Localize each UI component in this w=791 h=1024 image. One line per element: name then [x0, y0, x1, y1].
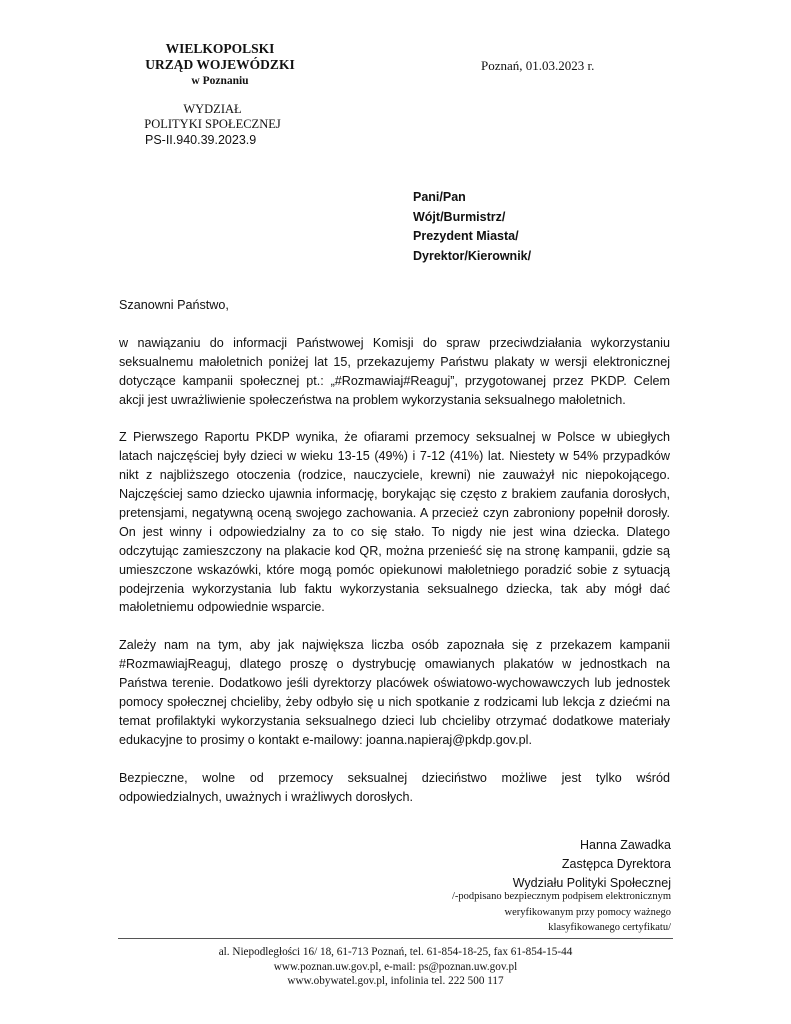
paragraph-1: w nawiązaniu do informacji Państwowej Komisji do spraw przeciwdziałania wykorzystaniu seksualnemu małoletnich poniżej lat 15, przekazujemy Państwu plakaty w wersji elektronicznej dotyczące kampanii społecznej pt.: „#Rozmawiaj#Reaguj”, przygotowanej przez PKDP. Celem akcji jest uwrażliwienie społeczeństwa na problem wykorzystania seksualnego małoletnich.: [119, 335, 670, 407]
department-name: [130, 102, 295, 132]
salutation: Szanowni Państwo,: [119, 298, 229, 312]
case-reference: PS-II.940.39.2023.9: [145, 133, 257, 147]
signatory-name: Hanna Zawadka: [579, 838, 671, 852]
addressee-block: [413, 188, 531, 266]
signature-block: [513, 836, 671, 893]
e-signature-note-line-1: /-podpisano bezpiecznym podpisem elektronicznym: [452, 891, 671, 902]
department-line-1: WYDZIAŁ: [183, 102, 242, 116]
footer-address: al. Niepodległości 16/ 18, 61-713 Poznań, tel. 61-854-18-25, fax 61-854-15-44: [218, 946, 573, 958]
signatory-title: Zastępca Dyrektora: [561, 857, 671, 871]
issuing-office: [130, 41, 310, 89]
addressee-line-3: Prezydent Miasta/: [413, 229, 519, 243]
addressee-line-1: Pani/Pan: [413, 190, 466, 204]
department-line-2: POLITYKI SPOŁECZNEJ: [144, 117, 281, 131]
paragraph-4: Bezpieczne, wolne od przemocy seksualnej dzieciństwo możliwe jest tylko wśród odpowiedzialnych, uważnych i wrażliwych dorosłych.: [119, 770, 670, 804]
office-line-1: WIELKOPOLSKI: [165, 41, 275, 56]
place-and-date: Poznań, 01.03.2023 r.: [481, 58, 595, 73]
addressee-line-2: Wójt/Burmistrz/: [413, 209, 506, 224]
signatory-department: Wydziału Polityki Społecznej: [512, 876, 671, 890]
footer-contact: [118, 945, 673, 989]
footer-web-email: www.poznan.uw.gov.pl, e-mail: ps@poznan.uw.gov.pl: [273, 960, 518, 973]
paragraph-3: Zależy nam na tym, aby jak największa liczba osób zapoznała się z przekazem kampanii #RozmawiajReaguj, dlatego proszę o dystrybucję omawianych plakatów w jednostkach na Państwa terenie. Dodatkowo jeśli dyrektorzy placówek oświatowo-wychowawczych lub jednostek pomocy społecznej chcieliby, żeby odbyło się u nich spotkanie z rodzicami lub lekcja z dziećmi na temat profilaktyki wykorzystania seksualnego dzieci lub chcieliby otrzymać dodatkowe materiały edukacyjne to prosimy o kontakt e-mailowy: joanna.napieraj@pkdp.gov.pl.: [119, 638, 670, 747]
e-signature-note-line-3: klasyfikowanego certyfikatu/: [548, 922, 671, 933]
footer-divider: [118, 938, 673, 939]
addressee-line-4: Dyrektor/Kierownik/: [413, 248, 532, 263]
letter-body: [119, 296, 670, 806]
footer-helpline: www.obywatel.gov.pl, infolinia tel. 222 500 117: [287, 975, 504, 987]
office-line-3: w Poznaniu: [191, 75, 249, 87]
e-signature-note-line-2: weryfikowanym przy pomocy ważnego: [504, 906, 671, 918]
paragraph-2: Z Pierwszego Raportu PKDP wynika, że ofiarami przemocy seksualnej w Polsce w ubiegłych latach najczęściej były dzieci w wieku 13-15 (49%) i 7-12 (41%) lat. Niestety w 54% przypadków nikt z najbliższego otoczenia (rodzice, nauczyciele, krewni) nie zauważył nic niepokojącego. Najczęściej samo dziecko ujawnia informację, borykając się często z brakiem zaufania dorosłych, pretensjami, negatywną oceną swojego zachowania. A przecież czyn zabroniony popełnił dorosły. On jest winny i odpowiedzialny za to co się stało. To nigdy nie jest wina dziecka. Dlatego odczytując zamieszczony na plakacie kod QR, można przenieść się na stronę kampanii, gdzie są umieszczone wskazówki, które mogą pomóc opiekunowi małoletniego poradzić sobie z sytuacją podejrzenia wykorzystania lub faktu wykorzystania seksualnego dziecka, tak aby mógł dać małoletniemu odpowiednie wsparcie.: [119, 430, 670, 615]
e-signature-note: [452, 889, 671, 936]
office-line-2: URZĄD WOJEWÓDZKI: [145, 57, 295, 72]
